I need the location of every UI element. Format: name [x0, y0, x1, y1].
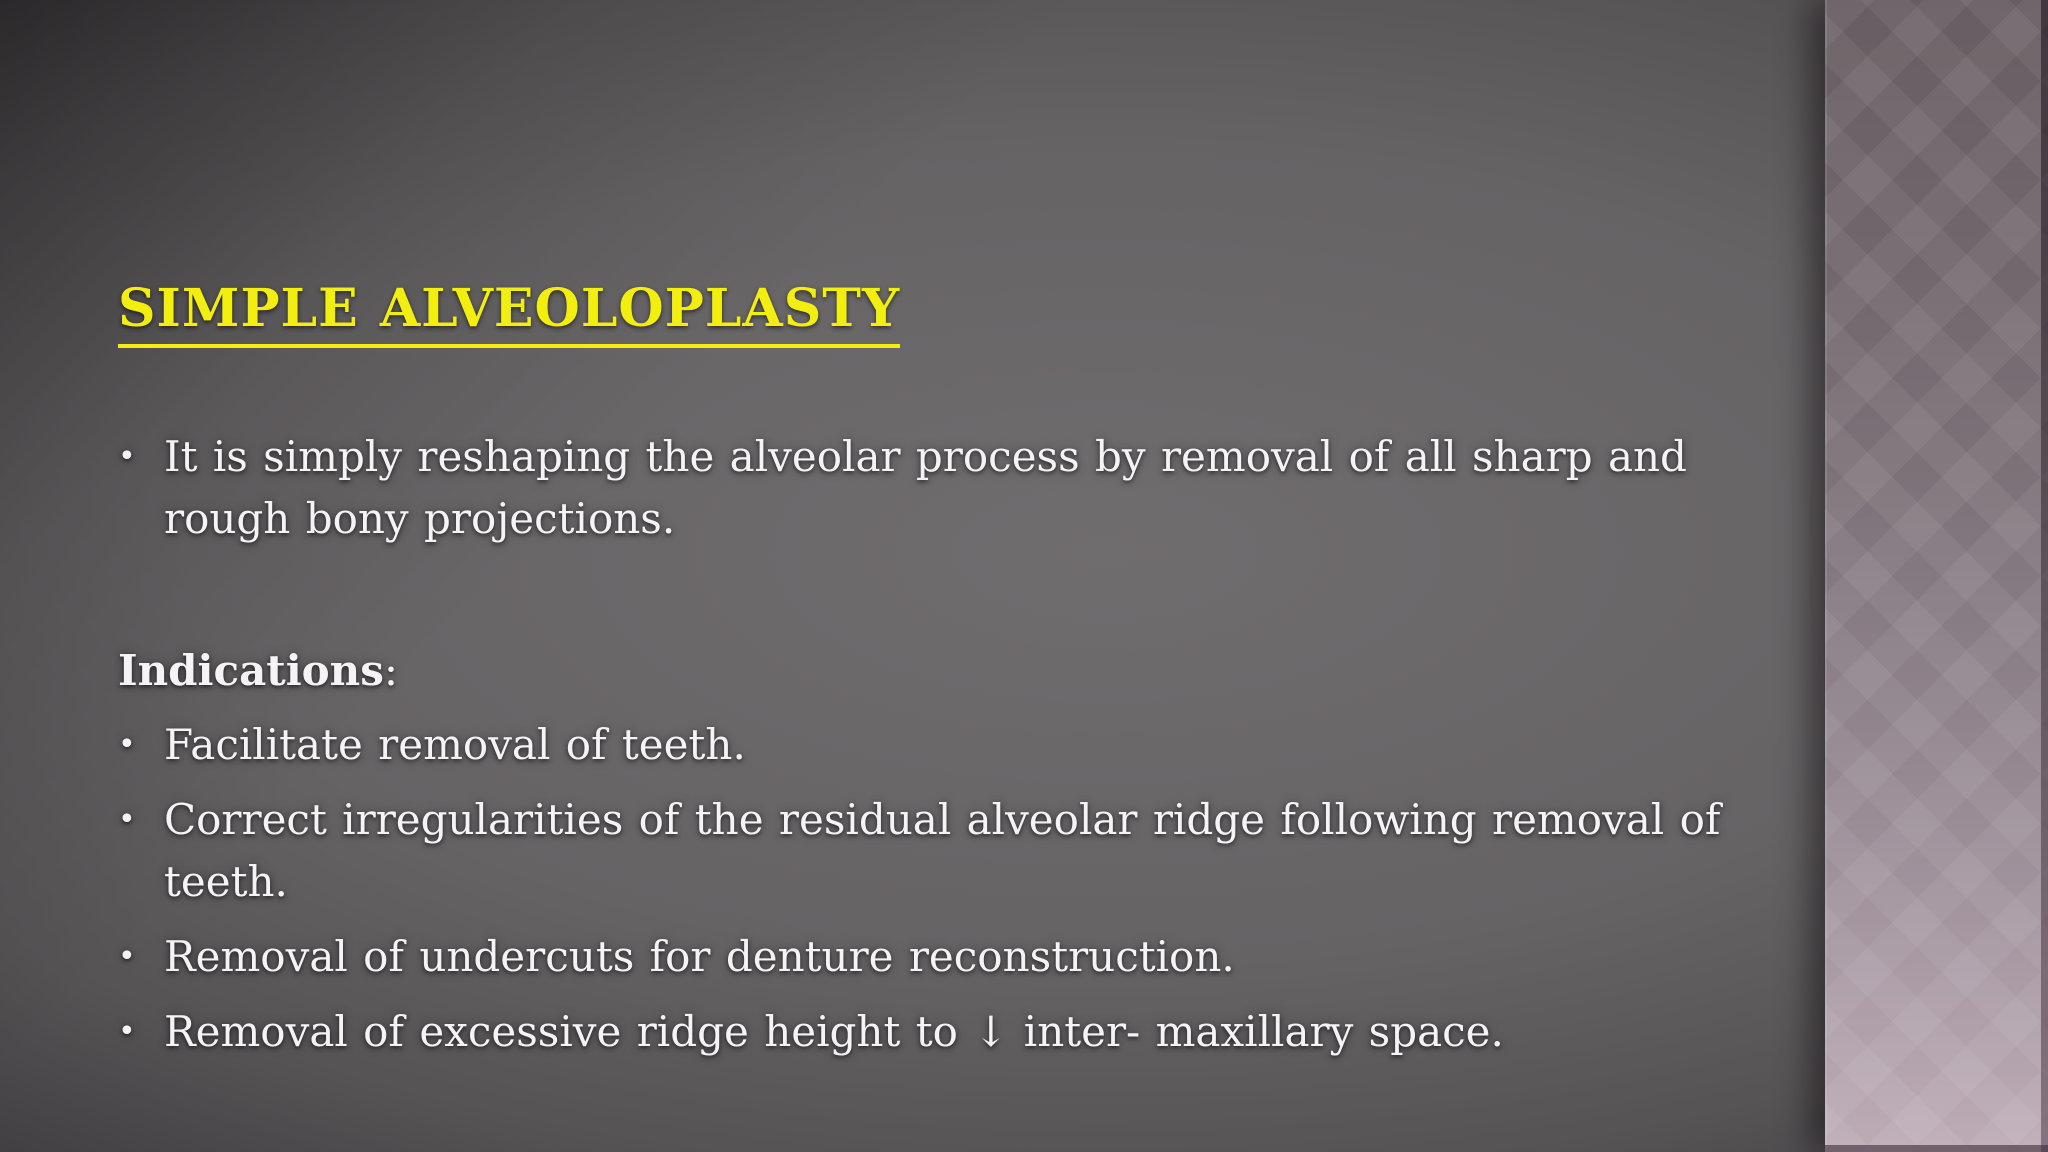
list-item	[118, 714, 1758, 776]
indication-item-text: Facilitate removal of teeth.	[164, 720, 746, 769]
bullet-icon: •	[118, 727, 136, 762]
indication-item-text: Correct irregularities of the residual alveolar ridge following removal of teeth.	[164, 795, 1721, 906]
bullet-icon: •	[118, 939, 136, 974]
indications-heading-text: Indications	[118, 646, 384, 695]
side-panel-bottom-edge	[1825, 1145, 2048, 1152]
indications-bullet-list	[118, 714, 1758, 1063]
list-item	[118, 1001, 1758, 1063]
list-item	[118, 926, 1758, 988]
list-item	[118, 789, 1758, 913]
indication-item-text: Removal of excessive ridge height to ↓ inter- maxillary space.	[164, 1007, 1504, 1056]
indications-heading-colon: :	[383, 646, 398, 695]
intro-bullet-list	[118, 426, 1758, 550]
list-item	[118, 426, 1758, 550]
indications-heading	[118, 640, 1758, 702]
decorative-side-panel	[1825, 0, 2048, 1152]
slide-title	[118, 278, 1758, 340]
indication-item-text: Removal of undercuts for denture reconstruction.	[164, 932, 1235, 981]
intro-bullet-text: It is simply reshaping the alveolar process by removal of all sharp and rough bony projections.	[164, 432, 1687, 543]
slide-text-content	[118, 278, 1758, 1063]
slide-title-text: SIMPLE ALVEOLOPLASTY	[118, 278, 900, 348]
bullet-icon: •	[118, 439, 136, 474]
bullet-icon: •	[118, 1014, 136, 1049]
side-panel-right-edge	[2041, 0, 2048, 1152]
bullet-icon: •	[118, 802, 136, 837]
